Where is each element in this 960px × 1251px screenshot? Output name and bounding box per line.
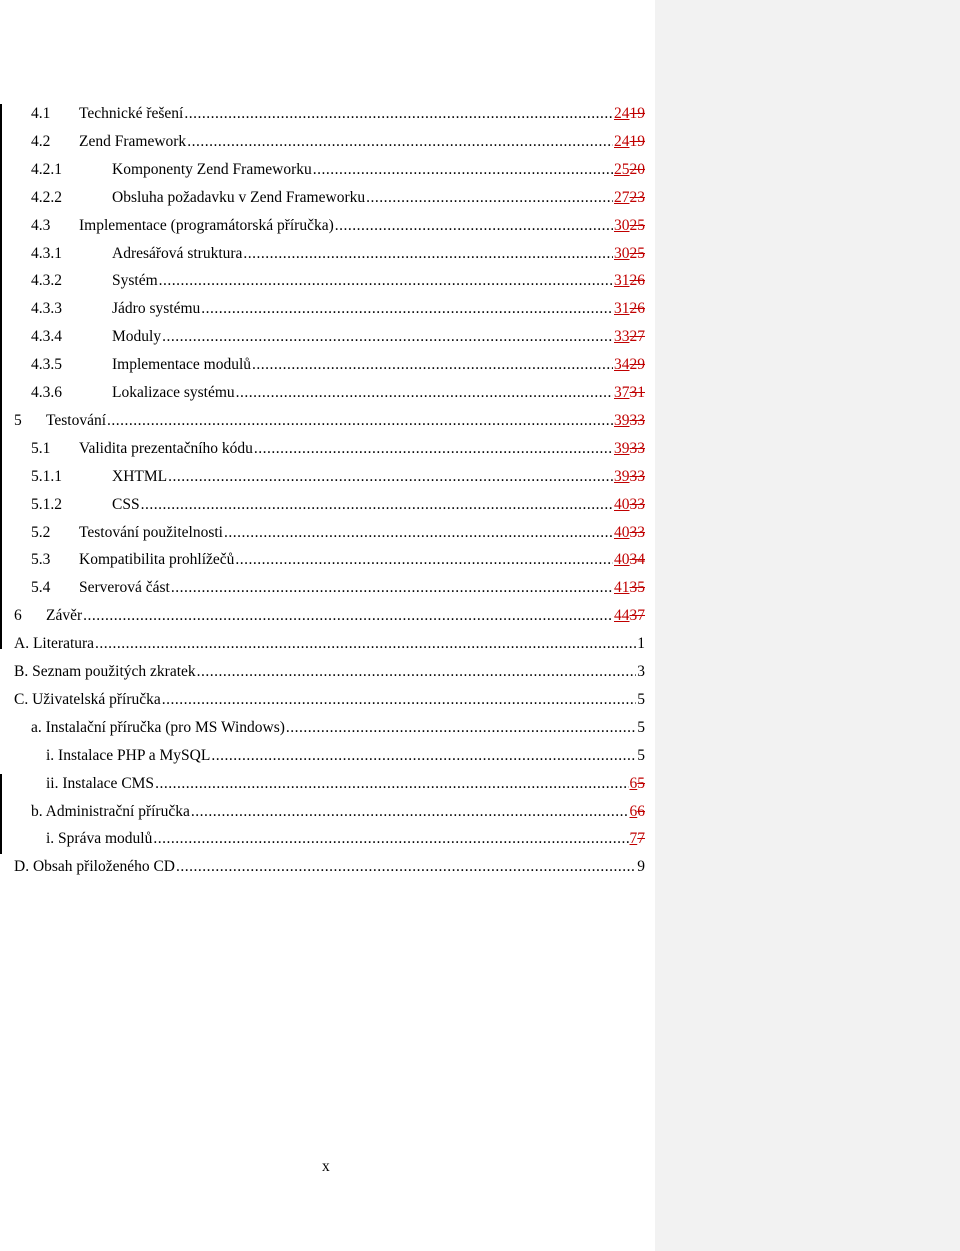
- toc-leader-dots: [159, 269, 613, 293]
- deleted-page-number: 37: [629, 607, 645, 625]
- toc-entry-number: 4.1: [31, 105, 51, 122]
- toc-entry-number: 4.2.2: [31, 188, 62, 206]
- toc-entry-title: Validita prezentačního kódu: [79, 439, 253, 457]
- toc-leader-dots: [171, 576, 613, 600]
- deleted-page-number: 35: [629, 579, 645, 597]
- toc-entry[interactable]: [0, 827, 645, 851]
- toc-leader-dots: [187, 130, 613, 154]
- toc-entry-title: Testování: [46, 411, 107, 429]
- toc-entry-page: [614, 604, 645, 628]
- inserted-page-number: 40: [614, 551, 630, 569]
- toc-entry-title: ii. Instalace CMS: [46, 774, 155, 792]
- toc-entry[interactable]: [0, 465, 645, 489]
- toc-entry-page: [637, 716, 645, 740]
- deleted-page-number: 19: [629, 132, 645, 150]
- toc-entry-number: 4.2.1: [31, 160, 62, 178]
- deleted-page-number: 19: [629, 105, 645, 122]
- toc-entry[interactable]: [0, 297, 645, 321]
- inserted-page-number: 33: [614, 328, 630, 346]
- toc-entry-title: Závěr: [46, 607, 83, 625]
- toc-entry-title: Obsluha požadavku v Zend Frameworku: [112, 188, 366, 206]
- toc-entry-title: Implementace modulů: [112, 356, 252, 374]
- toc-entry[interactable]: [0, 660, 645, 684]
- toc-leader-dots: [153, 827, 628, 851]
- deleted-page-number: 33: [629, 467, 645, 485]
- deleted-page-number: 29: [629, 356, 645, 374]
- toc-entry-number: 4.3.4: [31, 328, 62, 346]
- inserted-page-number: 31: [614, 272, 630, 290]
- toc-entry-page: [614, 186, 645, 210]
- toc-entry-title: A. Literatura: [14, 635, 95, 653]
- toc-leader-dots: [168, 465, 613, 489]
- toc-leader-dots: [155, 772, 628, 796]
- toc-entry-page: [637, 660, 645, 684]
- toc-entry[interactable]: [0, 493, 645, 517]
- toc-entry[interactable]: [0, 437, 645, 461]
- inserted-page-number: 24: [614, 132, 630, 150]
- toc-leader-dots: [254, 437, 613, 461]
- comments-margin-pane: [655, 0, 960, 1251]
- deleted-page-number: 23: [629, 188, 645, 206]
- toc-entry-title: Lokalizace systému: [112, 384, 235, 401]
- toc-entry[interactable]: [0, 521, 645, 545]
- toc-entry-number: 5.1.2: [31, 495, 62, 513]
- page-number-text: 5: [637, 746, 645, 764]
- toc-entry[interactable]: [0, 242, 645, 266]
- inserted-page-number: 27: [614, 188, 630, 206]
- toc-entry-title: Implementace (programátorská příručka): [79, 216, 334, 234]
- toc-entry[interactable]: [0, 548, 645, 572]
- toc-entry-page: [614, 102, 645, 126]
- toc-entry-page: [630, 827, 646, 851]
- toc-leader-dots: [201, 297, 613, 321]
- toc-entry-page: [614, 353, 645, 377]
- toc-entry-title: i. Správa modulů: [46, 830, 153, 848]
- toc-entry[interactable]: [0, 576, 645, 600]
- toc-entry-number: 4.3.6: [31, 384, 62, 401]
- toc-entry-number: 5.4: [31, 579, 51, 597]
- toc-entry-page: [637, 744, 645, 768]
- deleted-page-number: 6: [637, 802, 645, 820]
- page-number-text: 5: [637, 690, 645, 708]
- toc-entry-title: Testování použitelnosti: [79, 523, 223, 541]
- inserted-page-number: 40: [614, 495, 630, 513]
- toc-entry[interactable]: [0, 632, 645, 656]
- toc-entry-number: 4.3.2: [31, 272, 62, 290]
- toc-entry-title: Serverová část: [79, 579, 170, 597]
- toc-leader-dots: [95, 632, 636, 656]
- deleted-page-number: 26: [629, 272, 645, 290]
- toc-entry-title: Systém: [112, 272, 158, 290]
- inserted-page-number: 30: [614, 216, 630, 234]
- toc-entry-number: 4.3.1: [31, 244, 62, 262]
- toc-entry[interactable]: [0, 130, 645, 154]
- inserted-page-number: 6: [629, 774, 638, 792]
- inserted-page-number: 39: [614, 411, 630, 429]
- toc-entry-title: Moduly: [112, 328, 162, 346]
- toc-leader-dots: [141, 493, 613, 517]
- toc-entry[interactable]: [0, 716, 645, 740]
- inserted-page-number: 44: [614, 607, 630, 625]
- toc-entry-page: [637, 688, 645, 712]
- toc-leader-dots: [313, 158, 613, 182]
- toc-entry-page: [614, 409, 645, 433]
- inserted-page-number: 41: [614, 579, 630, 597]
- inserted-page-number: 39: [614, 467, 630, 485]
- toc-entry-title: D. Obsah přiloženého CD: [14, 858, 175, 876]
- deleted-page-number: 33: [629, 439, 645, 457]
- toc-leader-dots: [191, 800, 629, 824]
- toc-entry-page: [637, 632, 645, 656]
- toc-entry-number: 4.3.3: [31, 300, 62, 318]
- toc-entry-number: 6: [14, 607, 22, 625]
- toc-entry-page: [637, 855, 645, 879]
- toc-entry[interactable]: [0, 269, 645, 293]
- toc-leader-dots: [162, 325, 613, 349]
- toc-entry-page: [614, 325, 645, 349]
- toc-leader-dots: [252, 353, 613, 377]
- inserted-page-number: 40: [614, 523, 630, 541]
- deleted-page-number: 34: [629, 551, 645, 569]
- toc-leader-dots: [107, 409, 613, 433]
- toc-entry[interactable]: [0, 744, 645, 768]
- toc-leader-dots: [366, 186, 613, 210]
- deleted-page-number: 27: [629, 328, 645, 346]
- toc-leader-dots: [176, 855, 636, 879]
- inserted-page-number: 25: [614, 160, 630, 178]
- toc-entry[interactable]: [0, 214, 645, 238]
- toc-entry-page: [614, 242, 645, 266]
- toc-entry-page: [614, 548, 645, 572]
- toc-entry-title: Adresářová struktura: [112, 244, 243, 262]
- deleted-page-number: 25: [629, 244, 645, 262]
- inserted-page-number: 24: [614, 105, 630, 122]
- toc-entry[interactable]: [0, 102, 645, 126]
- toc-entry-page: [630, 800, 646, 824]
- toc-entry[interactable]: [0, 353, 645, 377]
- toc-entry-title: Jádro systému: [112, 300, 201, 318]
- toc-entry-page: [630, 772, 646, 796]
- toc-leader-dots: [224, 521, 613, 545]
- deleted-page-number: 26: [629, 300, 645, 318]
- toc-entry-number: 5: [14, 411, 22, 429]
- page-number-text: 9: [637, 858, 645, 876]
- inserted-page-number: 31: [614, 300, 630, 318]
- toc-entry-number: 4.2: [31, 132, 51, 150]
- toc-entry-page: [614, 130, 645, 154]
- inserted-page-number: 7: [629, 830, 638, 848]
- toc-entry-title: a. Instalační příručka (pro MS Windows): [31, 718, 285, 736]
- toc-entry-number: 5.1: [31, 439, 51, 457]
- page-number-text: 3: [637, 663, 645, 680]
- inserted-page-number: 39: [614, 439, 630, 457]
- toc-entry-number: 4.3: [31, 216, 51, 234]
- toc-entry-title: Komponenty Zend Frameworku: [112, 160, 312, 178]
- toc-entry-title: CSS: [112, 495, 140, 513]
- toc-leader-dots: [197, 660, 637, 684]
- toc-entry-number: 5.1.1: [31, 467, 62, 485]
- deleted-page-number: 25: [629, 216, 645, 234]
- deleted-page-number: 5: [637, 774, 645, 792]
- page-number-text: 5: [637, 718, 645, 736]
- toc-entry-title: b. Administrační příručka: [31, 802, 190, 820]
- toc-leader-dots: [243, 242, 613, 266]
- toc-entry[interactable]: [0, 604, 645, 628]
- toc-entry-title: i. Instalace PHP a MySQL: [46, 746, 211, 764]
- toc-leader-dots: [286, 716, 636, 740]
- toc-entry[interactable]: [0, 409, 645, 433]
- toc-entry-page: [614, 214, 645, 238]
- toc-entry[interactable]: [0, 800, 645, 824]
- toc-entry-number: 4.3.5: [31, 356, 62, 374]
- toc-leader-dots: [335, 214, 613, 238]
- toc-leader-dots: [184, 102, 613, 126]
- toc-entry-title: Zend Framework: [79, 132, 187, 150]
- deleted-page-number: 20: [629, 160, 645, 178]
- toc-entry-number: 5.3: [31, 551, 51, 569]
- toc-entry-page: [614, 381, 645, 405]
- toc-entry-title: Technické řešení: [79, 105, 184, 122]
- toc-entry[interactable]: [0, 855, 645, 879]
- toc-entry[interactable]: [0, 325, 645, 349]
- toc-leader-dots: [83, 604, 613, 628]
- deleted-page-number: 31: [629, 384, 645, 401]
- page-number: x: [322, 1158, 330, 1175]
- toc-leader-dots: [211, 744, 636, 768]
- toc-entry-page: [614, 521, 645, 545]
- toc-entry-page: [614, 158, 645, 182]
- toc-entry-page: [614, 437, 645, 461]
- inserted-page-number: 37: [614, 384, 630, 401]
- toc-entry-title: C. Uživatelská příručka: [14, 690, 161, 708]
- toc-entry[interactable]: [0, 381, 645, 405]
- inserted-page-number: 30: [614, 244, 630, 262]
- toc-entry-page: [614, 297, 645, 321]
- toc-entry-title: B. Seznam použitých zkratek: [14, 663, 196, 680]
- toc-entry[interactable]: [0, 688, 645, 712]
- deleted-page-number: 33: [629, 523, 645, 541]
- page-number-text: 1: [637, 635, 645, 653]
- inserted-page-number: 34: [614, 356, 630, 374]
- toc-entry[interactable]: [0, 186, 645, 210]
- toc-entry[interactable]: [0, 158, 645, 182]
- toc-entry-title: XHTML: [112, 467, 168, 485]
- deleted-page-number: 7: [637, 830, 645, 848]
- toc-entry-page: [614, 269, 645, 293]
- toc-entry[interactable]: [0, 772, 645, 796]
- toc-entry-page: [614, 493, 645, 517]
- toc-entry-page: [614, 465, 645, 489]
- toc-entry-number: 5.2: [31, 523, 51, 541]
- toc-leader-dots: [236, 381, 613, 405]
- toc-leader-dots: [235, 548, 613, 572]
- toc-entry-title: Kompatibilita prohlížečů: [79, 551, 235, 569]
- toc-entry-page: [614, 576, 645, 600]
- deleted-page-number: 33: [629, 495, 645, 513]
- inserted-page-number: 6: [629, 802, 638, 820]
- toc-leader-dots: [162, 688, 636, 712]
- deleted-page-number: 33: [629, 411, 645, 429]
